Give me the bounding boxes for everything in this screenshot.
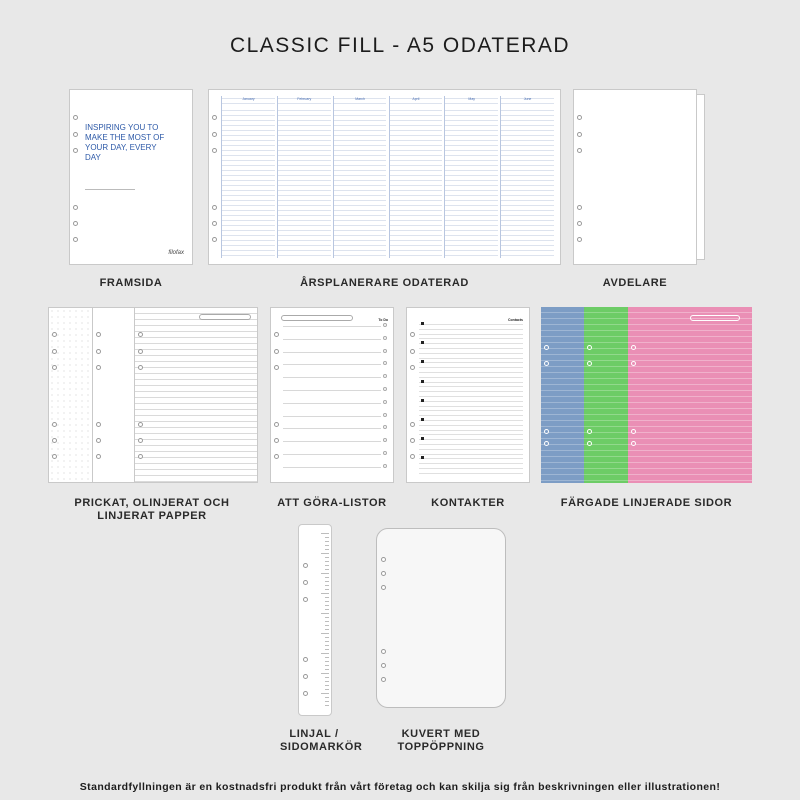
ruler-tick	[325, 701, 329, 702]
caption-framsida: FRAMSIDA	[99, 277, 163, 289]
todo-row	[283, 454, 381, 455]
ruler-tick	[325, 557, 329, 558]
month-label: February	[297, 97, 312, 101]
contact-row	[419, 406, 523, 407]
year-planner-column	[277, 96, 331, 258]
todo-row	[283, 403, 381, 404]
ruler-tick	[325, 657, 329, 658]
contact-marker	[421, 341, 424, 344]
contact-row	[419, 324, 523, 325]
ruler-tick	[325, 617, 329, 618]
month-label: May	[468, 97, 476, 101]
ruler-tick	[325, 565, 329, 566]
caption-fargade: FÄRGADE LINJERADE SIDOR	[560, 497, 733, 509]
ruler-tick	[325, 661, 329, 662]
divider-tabs	[697, 94, 705, 260]
month-label: June	[523, 97, 532, 101]
year-planner-column	[221, 96, 275, 258]
caption-avdelare: AVDELARE	[602, 277, 668, 289]
contacts-page	[406, 307, 530, 483]
contact-row	[419, 449, 523, 450]
contact-row	[419, 353, 523, 354]
divider-page	[573, 89, 697, 265]
todo-row	[283, 441, 381, 442]
month-label: April	[412, 97, 420, 101]
ruler-tick	[325, 561, 329, 562]
contact-row	[419, 396, 523, 397]
todo-row	[283, 390, 381, 391]
contact-row	[419, 358, 523, 359]
todo-checkbox	[383, 387, 387, 391]
todo-row	[283, 352, 381, 353]
contact-row	[419, 338, 523, 339]
contact-row	[419, 415, 523, 416]
contact-row	[419, 377, 523, 378]
cover-page	[69, 89, 193, 265]
contact-row	[419, 473, 523, 474]
contact-row	[419, 348, 523, 349]
contact-row	[419, 425, 523, 426]
ruler-tick	[325, 641, 329, 642]
month-label: March	[355, 97, 365, 101]
ruler-tick	[321, 553, 329, 554]
todo-heading: To Do	[378, 318, 388, 322]
contact-marker	[421, 418, 424, 421]
ruler-tick	[325, 549, 329, 550]
ruler-tick	[325, 545, 329, 546]
contact-row	[419, 362, 523, 363]
caption-linjal: LINJAL / SIDOMARKÖR	[280, 728, 363, 753]
brand-logo: filofax	[168, 250, 184, 256]
todo-row	[283, 467, 381, 468]
contact-marker	[421, 360, 424, 363]
page-title: CLASSIC FILL - A5 ODATERAD	[229, 34, 571, 57]
contact-marker	[421, 380, 424, 383]
ruler-tick	[325, 629, 329, 630]
ruler-tick	[325, 569, 329, 570]
contact-row	[419, 343, 523, 344]
contact-row	[419, 391, 523, 392]
contact-row	[419, 372, 523, 373]
contact-row	[419, 439, 523, 440]
caption-arsplanerare: ÅRSPLANERARE ODATERAD	[300, 277, 469, 289]
caption-kontakter: KONTAKTER	[431, 497, 505, 509]
contact-row	[419, 468, 523, 469]
ruler-tick	[321, 593, 329, 594]
ruler-tick	[325, 597, 329, 598]
todo-checkbox	[383, 438, 387, 442]
todo-row	[283, 428, 381, 429]
ruler-tick	[325, 601, 329, 602]
ruler-tick	[325, 685, 329, 686]
todo-row	[283, 416, 381, 417]
ruler-page	[298, 524, 332, 716]
contact-row	[419, 434, 523, 435]
ruler-tick	[325, 689, 329, 690]
ruler-tick	[321, 653, 329, 654]
ruler-tick	[325, 681, 329, 682]
todo-checkbox	[383, 361, 387, 365]
ruler-tick	[321, 673, 329, 674]
todo-checkbox	[383, 323, 387, 327]
ruler-tick	[325, 697, 329, 698]
lined-page	[134, 307, 258, 483]
todo-checkbox	[383, 413, 387, 417]
contact-row	[419, 420, 523, 421]
ruler-tick	[321, 533, 329, 534]
contact-row	[419, 430, 523, 431]
contact-marker	[421, 399, 424, 402]
ruler-tick	[321, 613, 329, 614]
ruler-tick	[325, 609, 329, 610]
ruler-tick	[325, 589, 329, 590]
todo-checkbox	[383, 374, 387, 378]
contact-row	[419, 463, 523, 464]
pink-lined-page	[628, 307, 752, 483]
contact-row	[419, 329, 523, 330]
year-planner-column	[444, 96, 498, 258]
todo-checkbox	[383, 349, 387, 353]
ruler-tick	[325, 621, 329, 622]
ruler-tick	[321, 573, 329, 574]
todo-checkbox	[383, 464, 387, 468]
ruler-tick	[325, 585, 329, 586]
ruler-tick	[325, 537, 329, 538]
ruler-tick	[325, 677, 329, 678]
ruler-tick	[325, 541, 329, 542]
todo-checkbox	[383, 336, 387, 340]
todo-page	[270, 307, 394, 483]
todo-checkbox	[383, 425, 387, 429]
contact-row	[419, 367, 523, 368]
ruler-tick	[325, 581, 329, 582]
ruler-tick	[325, 637, 329, 638]
contact-marker	[421, 322, 424, 325]
caption-kuvert: KUVERT MED TOPPÖPPNING	[397, 728, 485, 753]
year-planner-column	[389, 96, 443, 258]
todo-checkbox	[383, 400, 387, 404]
caption-prickat: PRICKAT, OLINJERAT OCH LINJERAT PAPPER	[74, 497, 230, 522]
ruler-tick	[325, 625, 329, 626]
todo-row	[283, 339, 381, 340]
todo-checkbox	[383, 451, 387, 455]
footer-disclaimer: Standardfyllningen är en kostnadsfri produkt från vårt företag och kan skilja sig från beskrivningen eller illustrationen!	[79, 781, 721, 793]
ruler-tick	[321, 633, 329, 634]
contact-row	[419, 454, 523, 455]
ruler-tick	[325, 665, 329, 666]
ruler-tick	[325, 645, 329, 646]
caption-att-gora: ATT GÖRA-LISTOR	[277, 497, 387, 509]
envelope-page	[376, 528, 506, 708]
contact-row	[419, 410, 523, 411]
contact-marker	[421, 456, 424, 459]
contact-row	[419, 386, 523, 387]
year-planner-page	[208, 89, 561, 265]
contact-row	[419, 458, 523, 459]
todo-row	[283, 326, 381, 327]
ruler-tick	[325, 605, 329, 606]
todo-row	[283, 377, 381, 378]
year-planner-column	[500, 96, 554, 258]
ruler-tick	[325, 649, 329, 650]
contact-row	[419, 382, 523, 383]
ruler-tick	[325, 705, 329, 706]
year-planner-column	[333, 96, 387, 258]
cover-headline: INSPIRING YOU TO MAKE THE MOST OF YOUR DAY, EVERY DAY	[85, 123, 165, 162]
ruler-tick	[325, 577, 329, 578]
month-label: January	[242, 97, 255, 101]
contact-row	[419, 401, 523, 402]
contact-row	[419, 444, 523, 445]
ruler-tick	[325, 669, 329, 670]
contact-marker	[421, 437, 424, 440]
ruler-tick	[321, 693, 329, 694]
contact-row	[419, 334, 523, 335]
contacts-heading: Contacts	[508, 318, 523, 322]
todo-row	[283, 364, 381, 365]
